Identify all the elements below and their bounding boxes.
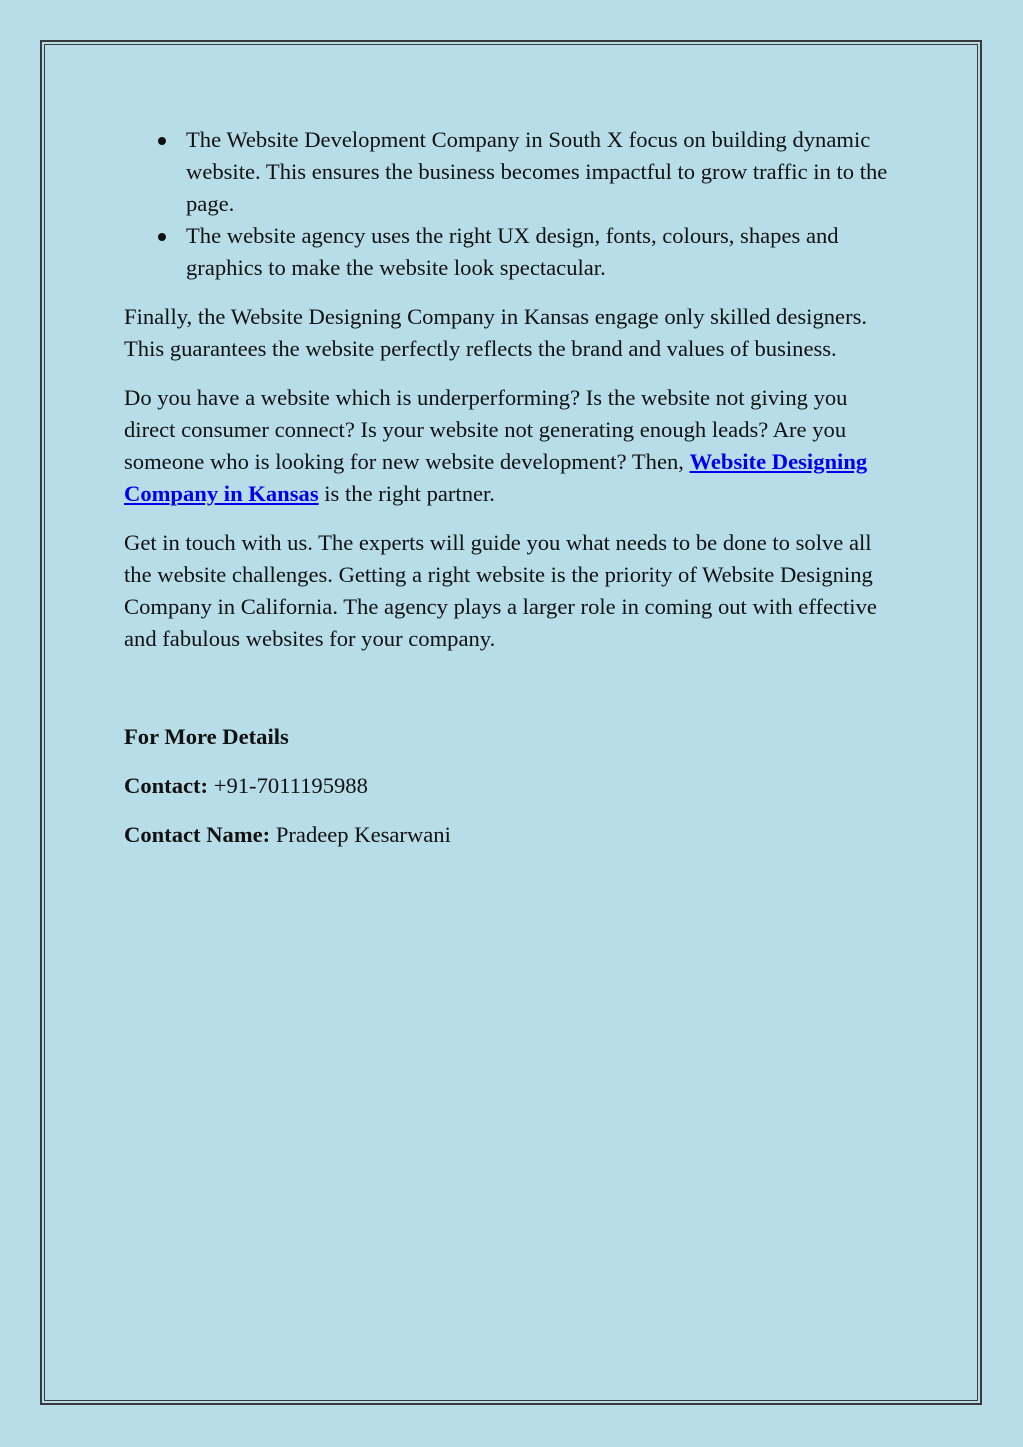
bullet-icon [158, 137, 166, 145]
bullet-icon [158, 233, 166, 241]
kansas-company-link[interactable]: Website Designing Company in Kansas [124, 449, 868, 506]
bullet-item [124, 220, 904, 284]
contact-line [124, 770, 904, 802]
contact-phone: +91-7011195988 [208, 773, 368, 798]
paragraph-text: Do you have a website which is underperforming? Is the website not giving you direct consumer connect? Is your website not generating enough leads? Are you someone who is looking for new website development? Then, [124, 385, 848, 474]
details-heading [124, 721, 904, 753]
contact-name-label: Contact Name: [124, 822, 271, 847]
paragraph-underperforming [124, 382, 904, 510]
paragraph-get-in-touch: Get in touch with us. The experts will guide you what needs to be done to solve all the website challenges. Getting a right website is the priority of Website Designing Company in California. The agency plays a larger role in coming out with effective and fabulous websites for your company. [124, 530, 877, 651]
contact-name-line [124, 819, 904, 851]
document-content [124, 124, 904, 868]
bullet-item [124, 124, 904, 220]
bullet-text: The Website Development Company in South X focus on building dynamic website. This ensures the business becomes impactful to grow traffic in to the page. [186, 127, 888, 216]
details-heading-text: For More Details [124, 724, 289, 749]
bullet-list [124, 124, 904, 284]
contact-name-value: Pradeep Kesarwani [270, 822, 451, 847]
paragraph-finally: Finally, the Website Designing Company in Kansas engage only skilled designers. This guarantees the website perfectly reflects the brand and values of business. [124, 304, 868, 361]
contact-label: Contact: [124, 773, 209, 798]
paragraph-text-end: is the right partner. [318, 481, 495, 506]
bullet-text: The website agency uses the right UX design, fonts, colours, shapes and graphics to make the website look spectacular. [186, 223, 839, 280]
